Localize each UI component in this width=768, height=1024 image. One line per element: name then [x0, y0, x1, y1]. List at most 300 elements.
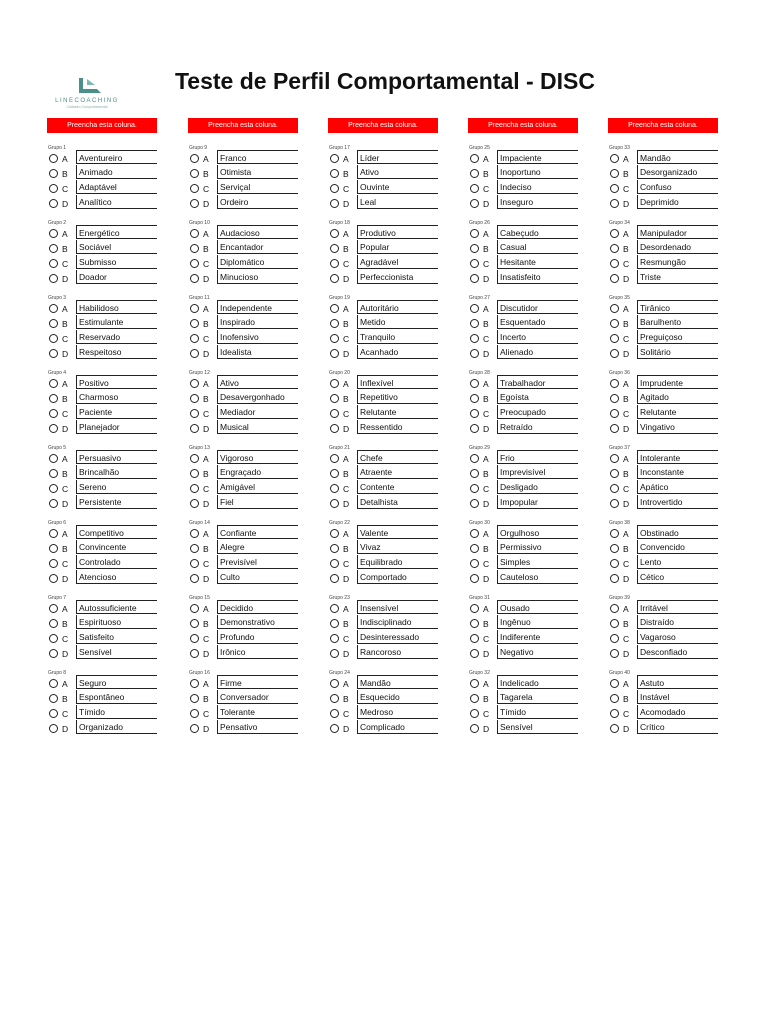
- option-radio[interactable]: [330, 694, 339, 703]
- option-radio[interactable]: [470, 559, 479, 568]
- option-radio[interactable]: [470, 304, 479, 313]
- option-row[interactable]: [608, 180, 720, 195]
- option-radio[interactable]: [470, 409, 479, 418]
- option-row[interactable]: [608, 270, 720, 285]
- option-radio[interactable]: [49, 304, 58, 313]
- option-row[interactable]: [47, 375, 159, 390]
- option-row[interactable]: [47, 270, 159, 285]
- option-radio[interactable]: [330, 634, 339, 643]
- option-radio[interactable]: [330, 469, 339, 478]
- option-radio[interactable]: [610, 469, 619, 478]
- option-radio[interactable]: [49, 184, 58, 193]
- option-radio[interactable]: [330, 499, 339, 508]
- option-radio[interactable]: [49, 409, 58, 418]
- option-radio[interactable]: [49, 454, 58, 463]
- option-radio[interactable]: [49, 229, 58, 238]
- option-radio[interactable]: [470, 394, 479, 403]
- option-row[interactable]: [188, 225, 300, 240]
- option-row[interactable]: [47, 405, 159, 420]
- option-row[interactable]: [608, 540, 720, 555]
- option-radio[interactable]: [470, 619, 479, 628]
- option-row[interactable]: [608, 675, 720, 690]
- option-row[interactable]: [608, 600, 720, 615]
- option-row[interactable]: [47, 300, 159, 315]
- option-radio[interactable]: [330, 679, 339, 688]
- option-row[interactable]: [608, 615, 720, 630]
- option-radio[interactable]: [330, 409, 339, 418]
- option-radio[interactable]: [49, 574, 58, 583]
- option-row[interactable]: [328, 630, 440, 645]
- option-radio[interactable]: [330, 619, 339, 628]
- option-radio[interactable]: [610, 604, 619, 613]
- option-row[interactable]: [47, 705, 159, 720]
- option-radio[interactable]: [330, 379, 339, 388]
- option-radio[interactable]: [49, 169, 58, 178]
- option-radio[interactable]: [190, 394, 199, 403]
- option-row[interactable]: [47, 525, 159, 540]
- option-row[interactable]: [328, 420, 440, 435]
- option-radio[interactable]: [610, 619, 619, 628]
- option-row[interactable]: [608, 705, 720, 720]
- option-radio[interactable]: [49, 709, 58, 718]
- option-radio[interactable]: [190, 274, 199, 283]
- option-radio[interactable]: [330, 319, 339, 328]
- option-radio[interactable]: [330, 454, 339, 463]
- option-radio[interactable]: [330, 394, 339, 403]
- option-row[interactable]: [608, 330, 720, 345]
- option-row[interactable]: [188, 420, 300, 435]
- option-radio[interactable]: [190, 334, 199, 343]
- option-row[interactable]: [468, 180, 580, 195]
- option-row[interactable]: [47, 240, 159, 255]
- option-row[interactable]: [47, 180, 159, 195]
- option-row[interactable]: [328, 600, 440, 615]
- option-row[interactable]: [328, 480, 440, 495]
- option-radio[interactable]: [610, 709, 619, 718]
- option-row[interactable]: [608, 690, 720, 705]
- option-row[interactable]: [188, 570, 300, 585]
- option-row[interactable]: [47, 540, 159, 555]
- option-radio[interactable]: [610, 679, 619, 688]
- option-radio[interactable]: [190, 454, 199, 463]
- option-radio[interactable]: [49, 724, 58, 733]
- option-radio[interactable]: [470, 529, 479, 538]
- option-radio[interactable]: [190, 184, 199, 193]
- option-row[interactable]: [328, 720, 440, 735]
- option-row[interactable]: [468, 540, 580, 555]
- option-radio[interactable]: [190, 649, 199, 658]
- option-row[interactable]: [468, 165, 580, 180]
- option-radio[interactable]: [610, 259, 619, 268]
- option-row[interactable]: [188, 315, 300, 330]
- option-radio[interactable]: [610, 244, 619, 253]
- option-radio[interactable]: [610, 574, 619, 583]
- option-radio[interactable]: [190, 619, 199, 628]
- option-radio[interactable]: [49, 154, 58, 163]
- option-radio[interactable]: [610, 499, 619, 508]
- option-row[interactable]: [188, 600, 300, 615]
- option-radio[interactable]: [49, 469, 58, 478]
- option-row[interactable]: [47, 165, 159, 180]
- option-radio[interactable]: [190, 604, 199, 613]
- option-row[interactable]: [328, 195, 440, 210]
- option-radio[interactable]: [470, 694, 479, 703]
- option-row[interactable]: [188, 180, 300, 195]
- option-radio[interactable]: [190, 244, 199, 253]
- option-row[interactable]: [468, 300, 580, 315]
- option-radio[interactable]: [470, 229, 479, 238]
- option-row[interactable]: [468, 645, 580, 660]
- option-row[interactable]: [468, 525, 580, 540]
- option-radio[interactable]: [610, 229, 619, 238]
- option-row[interactable]: [328, 525, 440, 540]
- option-radio[interactable]: [49, 274, 58, 283]
- option-radio[interactable]: [330, 199, 339, 208]
- option-row[interactable]: [608, 630, 720, 645]
- option-row[interactable]: [468, 690, 580, 705]
- option-radio[interactable]: [49, 649, 58, 658]
- option-row[interactable]: [47, 690, 159, 705]
- option-row[interactable]: [608, 480, 720, 495]
- option-radio[interactable]: [49, 604, 58, 613]
- option-row[interactable]: [188, 240, 300, 255]
- option-row[interactable]: [328, 255, 440, 270]
- option-row[interactable]: [468, 255, 580, 270]
- option-row[interactable]: [328, 495, 440, 510]
- option-radio[interactable]: [190, 544, 199, 553]
- option-radio[interactable]: [610, 154, 619, 163]
- option-row[interactable]: [188, 645, 300, 660]
- option-radio[interactable]: [190, 484, 199, 493]
- option-radio[interactable]: [610, 199, 619, 208]
- option-radio[interactable]: [330, 709, 339, 718]
- option-row[interactable]: [608, 555, 720, 570]
- option-radio[interactable]: [49, 634, 58, 643]
- option-row[interactable]: [608, 240, 720, 255]
- option-row[interactable]: [188, 165, 300, 180]
- option-radio[interactable]: [330, 274, 339, 283]
- option-row[interactable]: [47, 480, 159, 495]
- option-row[interactable]: [47, 720, 159, 735]
- option-radio[interactable]: [610, 649, 619, 658]
- option-radio[interactable]: [190, 379, 199, 388]
- option-row[interactable]: [608, 570, 720, 585]
- option-row[interactable]: [468, 720, 580, 735]
- option-row[interactable]: [328, 345, 440, 360]
- option-row[interactable]: [47, 450, 159, 465]
- option-row[interactable]: [328, 705, 440, 720]
- option-radio[interactable]: [470, 604, 479, 613]
- option-row[interactable]: [47, 390, 159, 405]
- option-row[interactable]: [188, 540, 300, 555]
- option-radio[interactable]: [190, 724, 199, 733]
- option-radio[interactable]: [330, 724, 339, 733]
- option-row[interactable]: [608, 345, 720, 360]
- option-radio[interactable]: [610, 544, 619, 553]
- option-row[interactable]: [468, 240, 580, 255]
- option-row[interactable]: [47, 675, 159, 690]
- option-row[interactable]: [468, 315, 580, 330]
- option-radio[interactable]: [470, 244, 479, 253]
- option-radio[interactable]: [610, 484, 619, 493]
- option-row[interactable]: [188, 330, 300, 345]
- option-radio[interactable]: [470, 499, 479, 508]
- option-row[interactable]: [47, 570, 159, 585]
- option-radio[interactable]: [610, 319, 619, 328]
- option-radio[interactable]: [49, 499, 58, 508]
- option-row[interactable]: [188, 555, 300, 570]
- option-row[interactable]: [328, 180, 440, 195]
- option-row[interactable]: [328, 270, 440, 285]
- option-row[interactable]: [47, 315, 159, 330]
- option-radio[interactable]: [610, 169, 619, 178]
- option-row[interactable]: [608, 375, 720, 390]
- option-row[interactable]: [328, 240, 440, 255]
- option-row[interactable]: [328, 315, 440, 330]
- option-radio[interactable]: [49, 694, 58, 703]
- option-row[interactable]: [328, 375, 440, 390]
- option-row[interactable]: [47, 600, 159, 615]
- option-radio[interactable]: [190, 499, 199, 508]
- option-radio[interactable]: [610, 274, 619, 283]
- option-radio[interactable]: [470, 349, 479, 358]
- option-radio[interactable]: [330, 544, 339, 553]
- option-row[interactable]: [608, 150, 720, 165]
- option-row[interactable]: [47, 495, 159, 510]
- option-radio[interactable]: [190, 679, 199, 688]
- option-row[interactable]: [328, 675, 440, 690]
- option-row[interactable]: [47, 420, 159, 435]
- option-row[interactable]: [47, 465, 159, 480]
- option-radio[interactable]: [470, 274, 479, 283]
- option-row[interactable]: [47, 630, 159, 645]
- option-radio[interactable]: [610, 379, 619, 388]
- option-row[interactable]: [608, 525, 720, 540]
- option-radio[interactable]: [470, 469, 479, 478]
- option-row[interactable]: [468, 195, 580, 210]
- option-radio[interactable]: [190, 199, 199, 208]
- option-row[interactable]: [328, 570, 440, 585]
- option-radio[interactable]: [190, 559, 199, 568]
- option-row[interactable]: [468, 390, 580, 405]
- option-radio[interactable]: [49, 334, 58, 343]
- option-radio[interactable]: [470, 724, 479, 733]
- option-row[interactable]: [608, 465, 720, 480]
- option-radio[interactable]: [49, 394, 58, 403]
- option-row[interactable]: [188, 300, 300, 315]
- option-row[interactable]: [188, 375, 300, 390]
- option-radio[interactable]: [610, 184, 619, 193]
- option-radio[interactable]: [190, 634, 199, 643]
- option-row[interactable]: [188, 675, 300, 690]
- option-row[interactable]: [468, 570, 580, 585]
- option-radio[interactable]: [470, 379, 479, 388]
- option-row[interactable]: [608, 255, 720, 270]
- option-row[interactable]: [188, 270, 300, 285]
- option-row[interactable]: [47, 255, 159, 270]
- option-row[interactable]: [608, 405, 720, 420]
- option-radio[interactable]: [610, 409, 619, 418]
- option-row[interactable]: [188, 390, 300, 405]
- option-row[interactable]: [188, 690, 300, 705]
- option-row[interactable]: [47, 555, 159, 570]
- option-row[interactable]: [47, 645, 159, 660]
- option-row[interactable]: [468, 600, 580, 615]
- option-radio[interactable]: [330, 484, 339, 493]
- option-row[interactable]: [468, 675, 580, 690]
- option-radio[interactable]: [610, 394, 619, 403]
- option-row[interactable]: [188, 450, 300, 465]
- option-radio[interactable]: [330, 259, 339, 268]
- option-row[interactable]: [328, 465, 440, 480]
- option-radio[interactable]: [190, 169, 199, 178]
- option-row[interactable]: [468, 615, 580, 630]
- option-radio[interactable]: [190, 469, 199, 478]
- option-row[interactable]: [188, 195, 300, 210]
- option-radio[interactable]: [470, 649, 479, 658]
- option-row[interactable]: [188, 480, 300, 495]
- option-radio[interactable]: [330, 184, 339, 193]
- option-row[interactable]: [468, 630, 580, 645]
- option-row[interactable]: [608, 495, 720, 510]
- option-radio[interactable]: [49, 319, 58, 328]
- option-radio[interactable]: [49, 244, 58, 253]
- option-row[interactable]: [47, 330, 159, 345]
- option-radio[interactable]: [610, 724, 619, 733]
- option-radio[interactable]: [49, 379, 58, 388]
- option-radio[interactable]: [470, 679, 479, 688]
- option-radio[interactable]: [330, 154, 339, 163]
- option-row[interactable]: [188, 705, 300, 720]
- option-row[interactable]: [188, 630, 300, 645]
- option-radio[interactable]: [49, 529, 58, 538]
- option-row[interactable]: [608, 315, 720, 330]
- option-radio[interactable]: [49, 349, 58, 358]
- option-radio[interactable]: [330, 349, 339, 358]
- option-radio[interactable]: [470, 154, 479, 163]
- option-row[interactable]: [468, 495, 580, 510]
- option-radio[interactable]: [190, 529, 199, 538]
- option-row[interactable]: [188, 525, 300, 540]
- option-radio[interactable]: [610, 559, 619, 568]
- option-row[interactable]: [468, 705, 580, 720]
- option-radio[interactable]: [49, 484, 58, 493]
- option-row[interactable]: [188, 150, 300, 165]
- option-radio[interactable]: [330, 559, 339, 568]
- option-radio[interactable]: [49, 544, 58, 553]
- option-radio[interactable]: [190, 694, 199, 703]
- option-row[interactable]: [328, 540, 440, 555]
- option-radio[interactable]: [330, 244, 339, 253]
- option-radio[interactable]: [470, 259, 479, 268]
- option-radio[interactable]: [470, 634, 479, 643]
- option-row[interactable]: [328, 390, 440, 405]
- option-radio[interactable]: [470, 184, 479, 193]
- option-row[interactable]: [468, 465, 580, 480]
- option-radio[interactable]: [330, 424, 339, 433]
- option-radio[interactable]: [190, 319, 199, 328]
- option-radio[interactable]: [49, 559, 58, 568]
- option-row[interactable]: [328, 450, 440, 465]
- option-row[interactable]: [468, 555, 580, 570]
- option-radio[interactable]: [190, 259, 199, 268]
- option-radio[interactable]: [610, 454, 619, 463]
- option-row[interactable]: [468, 405, 580, 420]
- option-radio[interactable]: [190, 709, 199, 718]
- option-radio[interactable]: [330, 529, 339, 538]
- option-row[interactable]: [608, 225, 720, 240]
- option-radio[interactable]: [470, 319, 479, 328]
- option-row[interactable]: [608, 165, 720, 180]
- option-row[interactable]: [47, 150, 159, 165]
- option-row[interactable]: [608, 645, 720, 660]
- option-row[interactable]: [468, 150, 580, 165]
- option-row[interactable]: [608, 420, 720, 435]
- option-radio[interactable]: [610, 334, 619, 343]
- option-row[interactable]: [328, 690, 440, 705]
- option-radio[interactable]: [190, 424, 199, 433]
- option-row[interactable]: [328, 225, 440, 240]
- option-radio[interactable]: [470, 574, 479, 583]
- option-row[interactable]: [328, 165, 440, 180]
- option-radio[interactable]: [330, 169, 339, 178]
- option-row[interactable]: [468, 375, 580, 390]
- option-row[interactable]: [188, 720, 300, 735]
- option-row[interactable]: [328, 645, 440, 660]
- option-row[interactable]: [468, 450, 580, 465]
- option-row[interactable]: [608, 300, 720, 315]
- option-radio[interactable]: [330, 334, 339, 343]
- option-row[interactable]: [188, 615, 300, 630]
- option-radio[interactable]: [330, 574, 339, 583]
- option-radio[interactable]: [470, 454, 479, 463]
- option-row[interactable]: [47, 195, 159, 210]
- option-radio[interactable]: [470, 334, 479, 343]
- option-radio[interactable]: [610, 349, 619, 358]
- option-radio[interactable]: [49, 679, 58, 688]
- option-radio[interactable]: [470, 199, 479, 208]
- option-radio[interactable]: [610, 304, 619, 313]
- option-radio[interactable]: [190, 229, 199, 238]
- option-row[interactable]: [328, 615, 440, 630]
- option-radio[interactable]: [610, 424, 619, 433]
- option-radio[interactable]: [49, 199, 58, 208]
- option-radio[interactable]: [470, 709, 479, 718]
- option-radio[interactable]: [49, 619, 58, 628]
- option-radio[interactable]: [49, 424, 58, 433]
- option-row[interactable]: [47, 615, 159, 630]
- option-row[interactable]: [328, 555, 440, 570]
- option-row[interactable]: [47, 225, 159, 240]
- option-row[interactable]: [328, 405, 440, 420]
- option-radio[interactable]: [190, 349, 199, 358]
- option-radio[interactable]: [190, 154, 199, 163]
- option-radio[interactable]: [190, 409, 199, 418]
- option-row[interactable]: [328, 300, 440, 315]
- option-row[interactable]: [188, 405, 300, 420]
- option-radio[interactable]: [330, 229, 339, 238]
- option-radio[interactable]: [190, 574, 199, 583]
- option-radio[interactable]: [610, 694, 619, 703]
- option-radio[interactable]: [330, 649, 339, 658]
- option-row[interactable]: [188, 345, 300, 360]
- option-row[interactable]: [468, 330, 580, 345]
- option-row[interactable]: [188, 465, 300, 480]
- option-row[interactable]: [608, 720, 720, 735]
- option-radio[interactable]: [190, 304, 199, 313]
- option-radio[interactable]: [610, 634, 619, 643]
- option-row[interactable]: [188, 495, 300, 510]
